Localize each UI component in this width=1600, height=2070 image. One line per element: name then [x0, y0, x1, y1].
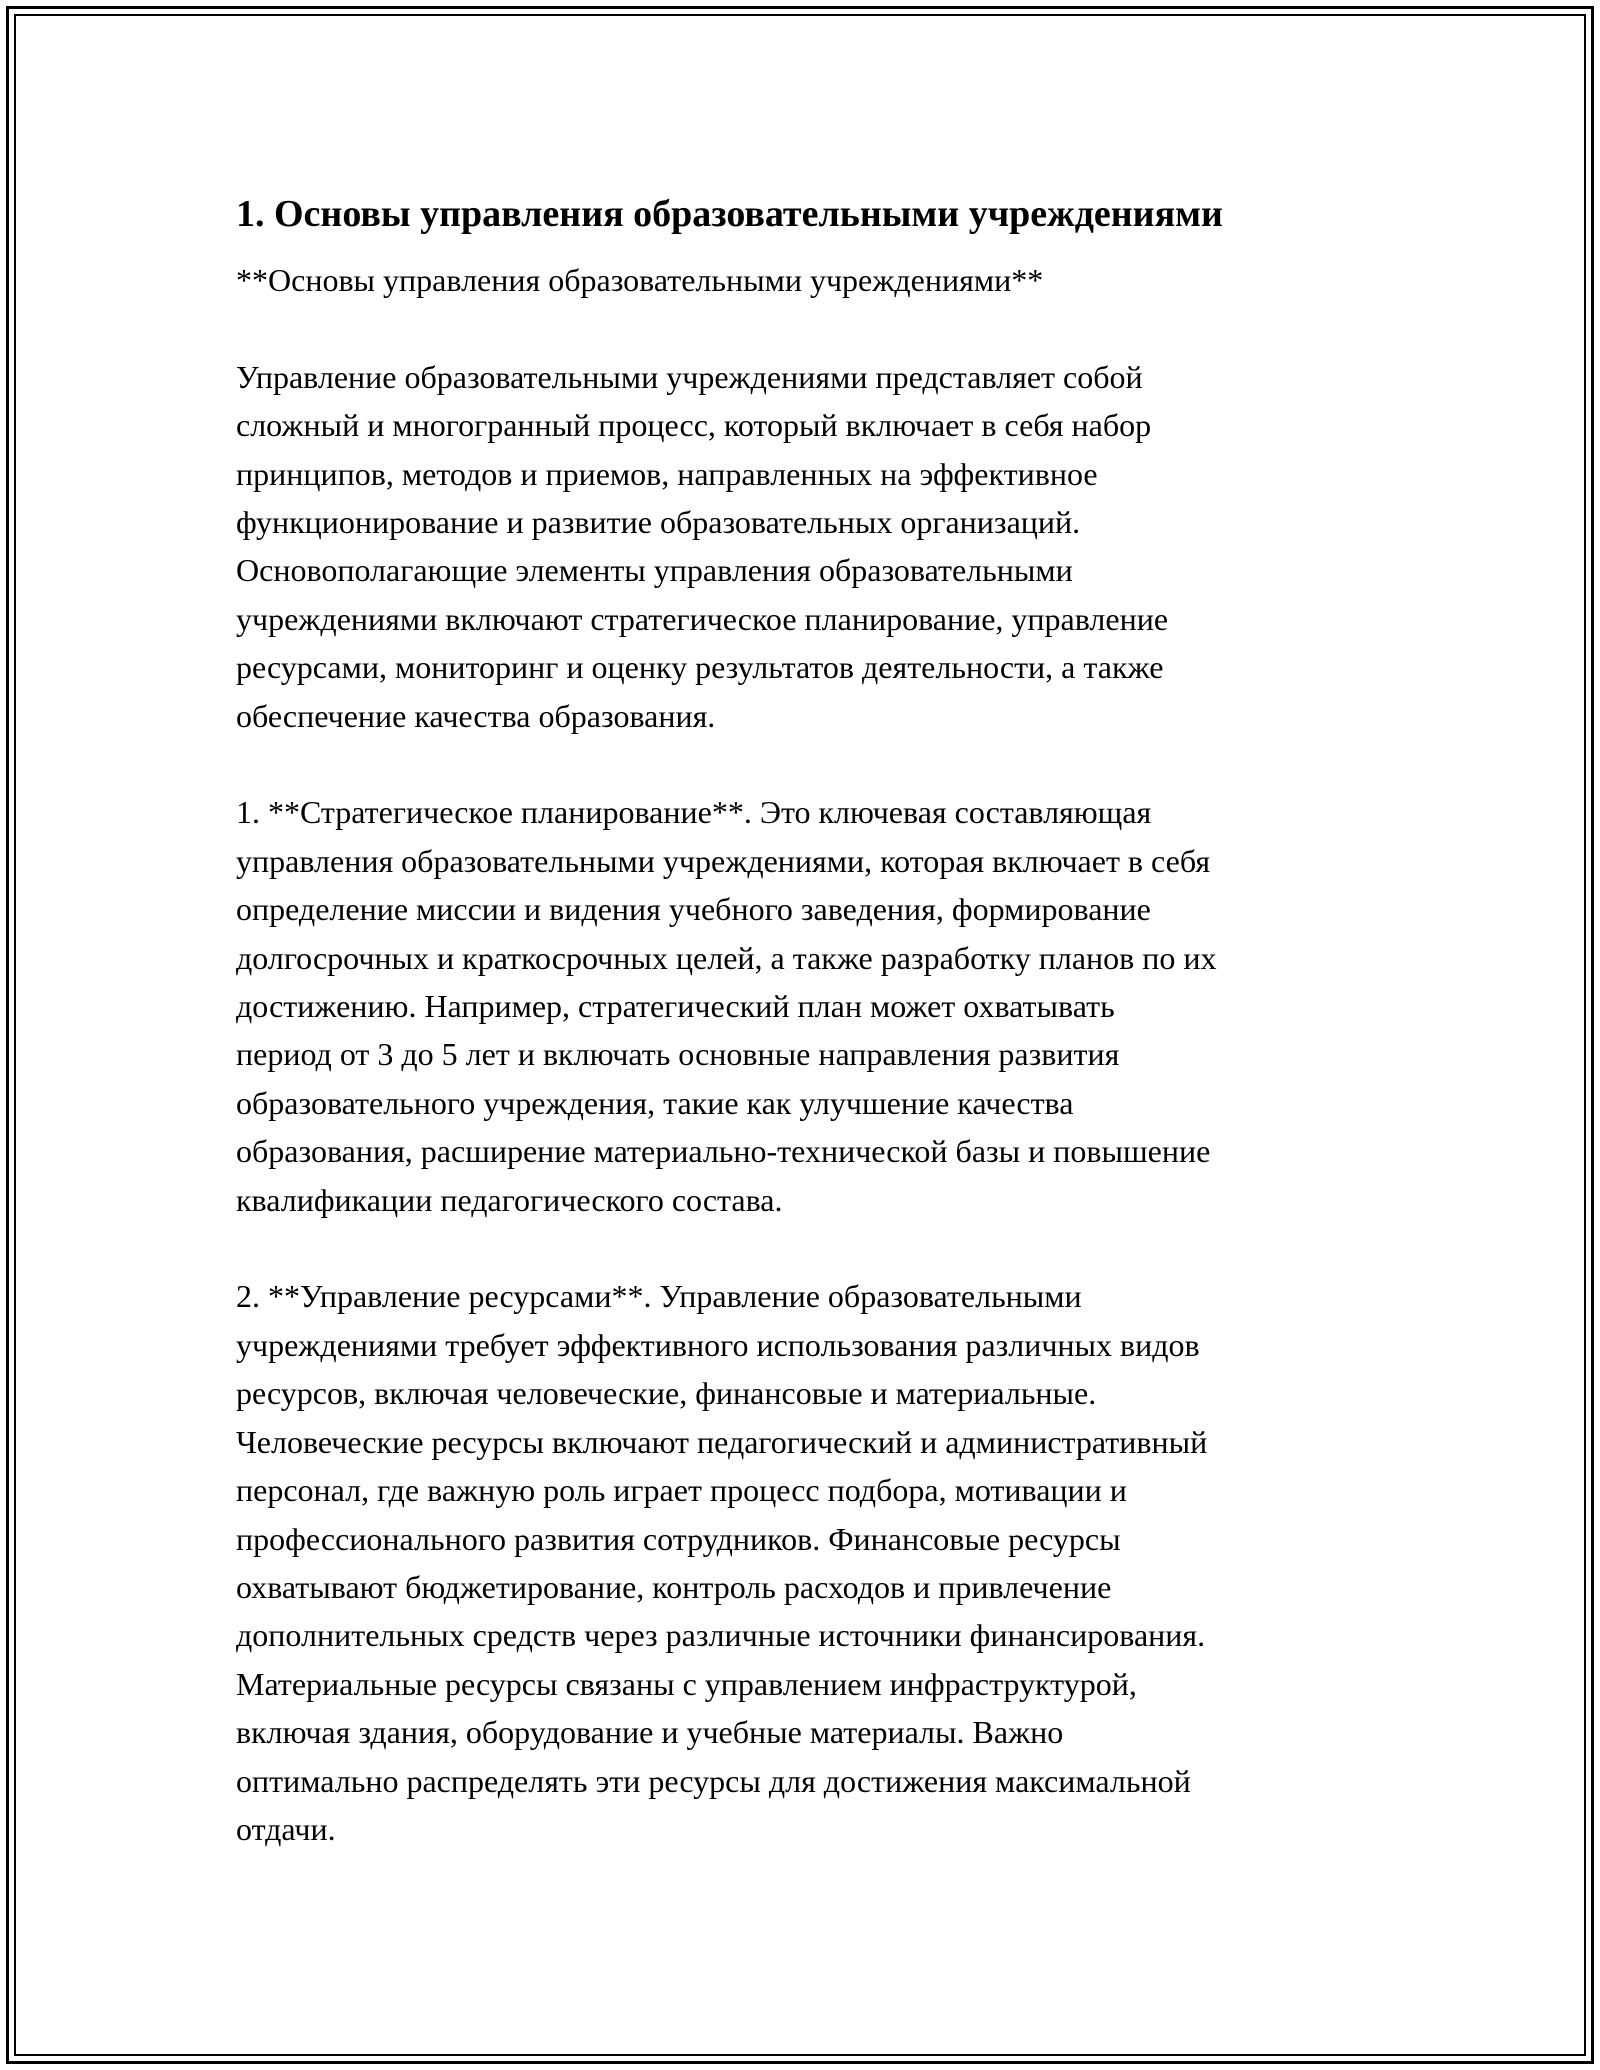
text-line: определение миссии и видения учебного заведения, формирование — [236, 891, 1151, 928]
text-line: профессионального развития сотрудников. Финансовые ресурсы — [236, 1520, 1121, 1557]
text-line: учреждениями требует эффективного использования различных видов — [236, 1326, 1200, 1363]
text-line: управления образовательными учреждениями, которая включает в себя — [236, 842, 1211, 879]
paragraph-spacer — [236, 304, 1376, 352]
text-line: дополнительных средств через различные источники финансирования. — [236, 1617, 1206, 1654]
text-line: оптимально распределять эти ресурсы для достижения максимальной — [236, 1762, 1191, 1799]
resource-management-paragraph — [236, 1272, 1376, 1853]
text-line: образования, расширение материально-технической базы и повышение — [236, 1133, 1211, 1170]
document-body — [236, 188, 1376, 1853]
text-line: 2. **Управление ресурсами**. Управление образовательными — [236, 1278, 1082, 1315]
text-line: Основополагающие элементы управления образовательными — [236, 552, 1073, 589]
text-line: долгосрочных и краткосрочных целей, а также разработку планов по их — [236, 939, 1217, 976]
text-line: обеспечение качества образования. — [236, 697, 716, 734]
text-line: образовательного учреждения, такие как улучшение качества — [236, 1084, 1074, 1121]
text-line: период от 3 до 5 лет и включать основные направления развития — [236, 1036, 1120, 1073]
strategic-planning-paragraph — [236, 788, 1376, 1224]
text-line: сложный и многогранный процесс, который включает в себя набор — [236, 407, 1152, 444]
text-line: квалификации педагогического состава. — [236, 1181, 783, 1218]
text-line: ресурсами, мониторинг и оценку результатов деятельности, а также — [236, 649, 1164, 686]
text-line: Управление образовательными учреждениями представляет собой — [236, 358, 1143, 395]
text-line: ресурсов, включая человеческие, финансовые и материальные. — [236, 1375, 1097, 1412]
text-line: охватывают бюджетирование, контроль расходов и привлечение — [236, 1568, 1112, 1605]
text-line: учреждениями включают стратегическое планирование, управление — [236, 600, 1169, 637]
text-line: 1. **Стратегическое планирование**. Это ключевая составляющая — [236, 794, 1152, 831]
text-line: достижению. Например, стратегический план может охватывать — [236, 988, 1115, 1025]
text-line: отдачи. — [236, 1810, 336, 1847]
text-line: включая здания, оборудование и учебные материалы. Важно — [236, 1714, 1064, 1751]
section-heading: 1. Основы управления образовательными учреждениями — [236, 193, 1223, 235]
text-line: принципов, методов и приемов, направленных на эффективное — [236, 455, 1098, 492]
text-line: функционирование и развитие образовательных организаций. — [236, 504, 1081, 541]
text-line: персонал, где важную роль играет процесс подбора, мотивации и — [236, 1472, 1127, 1509]
intro-paragraph — [236, 353, 1376, 740]
paragraph-spacer — [236, 740, 1376, 788]
paragraph-spacer — [236, 1224, 1376, 1272]
text-line: Материальные ресурсы связаны с управлением инфраструктурой, — [236, 1665, 1137, 1702]
section-subtitle: **Основы управления образовательными учреждениями** — [236, 262, 1044, 298]
text-line: Человеческие ресурсы включают педагогический и административный — [236, 1423, 1208, 1460]
